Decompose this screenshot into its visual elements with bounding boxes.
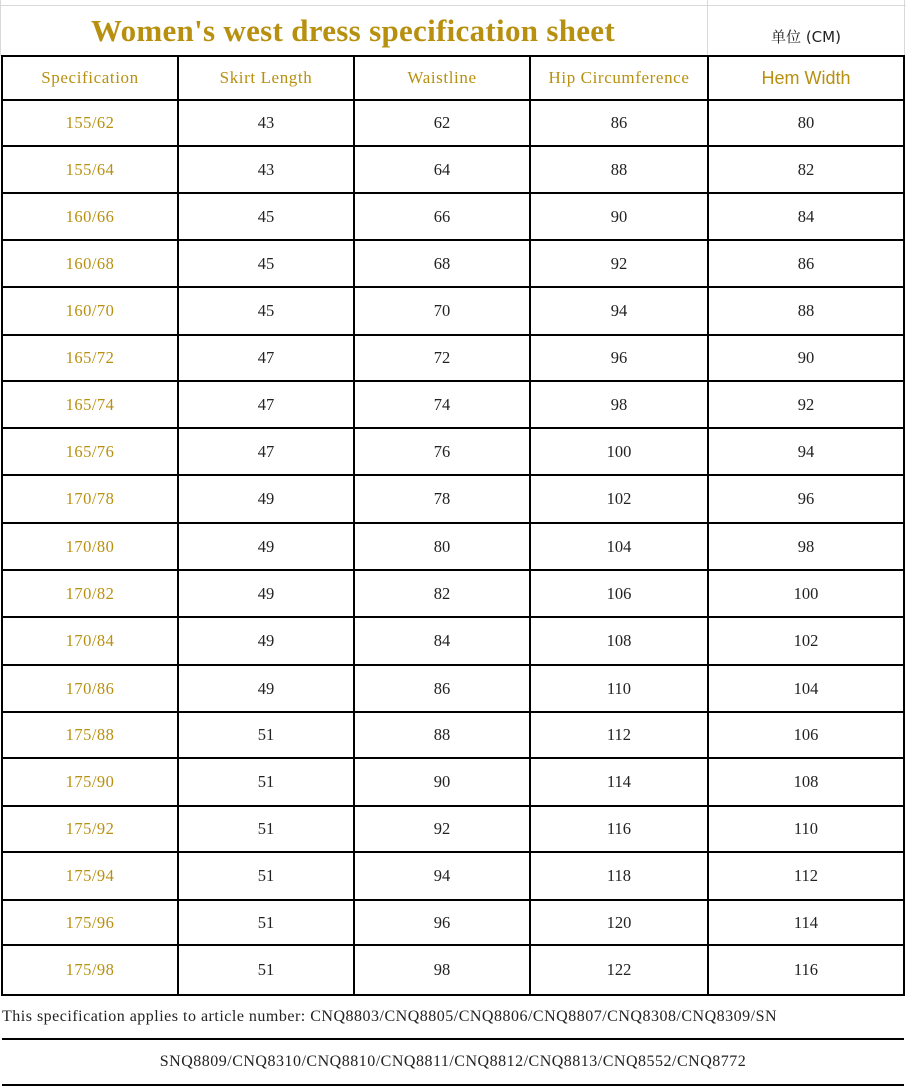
value-cell: 88	[354, 712, 530, 758]
value-cell: 86	[354, 665, 530, 712]
value-cell: 64	[354, 146, 530, 193]
value-cell: 116	[708, 945, 904, 995]
spec-table	[1, 55, 905, 1086]
value-cell: 84	[708, 193, 904, 240]
spec-cell: 170/86	[2, 665, 178, 712]
footer-label: This specification applies to article number:	[2, 1008, 306, 1025]
spec-cell: 160/68	[2, 240, 178, 287]
table-row	[2, 758, 904, 806]
value-cell: 98	[530, 381, 708, 428]
table-row	[2, 146, 904, 193]
value-cell: 98	[354, 945, 530, 995]
table-row	[2, 240, 904, 287]
value-cell: 49	[178, 570, 354, 617]
value-cell: 110	[530, 665, 708, 712]
table-row	[2, 712, 904, 758]
value-cell: 92	[530, 240, 708, 287]
value-cell: 84	[354, 617, 530, 665]
value-cell: 80	[354, 523, 530, 570]
table-row	[2, 381, 904, 428]
value-cell: 100	[530, 428, 708, 475]
value-cell: 51	[178, 945, 354, 995]
value-cell: 94	[354, 852, 530, 900]
spec-cell: 165/72	[2, 335, 178, 381]
value-cell: 43	[178, 146, 354, 193]
value-cell: 102	[530, 475, 708, 523]
spec-cell: 170/82	[2, 570, 178, 617]
value-cell: 106	[530, 570, 708, 617]
value-cell: 51	[178, 900, 354, 945]
value-cell: 96	[708, 475, 904, 523]
table-row	[2, 665, 904, 712]
value-cell: 90	[354, 758, 530, 806]
value-cell: 92	[354, 806, 530, 852]
table-row	[2, 806, 904, 852]
table-row	[2, 523, 904, 570]
value-cell: 47	[178, 428, 354, 475]
value-cell: 86	[530, 100, 708, 146]
value-cell: 47	[178, 381, 354, 428]
spec-cell: 155/62	[2, 100, 178, 146]
value-cell: 112	[530, 712, 708, 758]
value-cell: 51	[178, 758, 354, 806]
value-cell: 51	[178, 712, 354, 758]
header-row	[2, 56, 904, 100]
value-cell: 88	[708, 287, 904, 335]
table-row	[2, 287, 904, 335]
value-cell: 96	[530, 335, 708, 381]
value-cell: 108	[530, 617, 708, 665]
spec-cell: 170/84	[2, 617, 178, 665]
table-row	[2, 945, 904, 995]
value-cell: 49	[178, 475, 354, 523]
table-row	[2, 193, 904, 240]
spec-cell: 175/94	[2, 852, 178, 900]
value-cell: 98	[708, 523, 904, 570]
value-cell: 74	[354, 381, 530, 428]
table-row	[2, 900, 904, 945]
spec-cell: 175/88	[2, 712, 178, 758]
value-cell: 104	[530, 523, 708, 570]
spec-cell: 160/66	[2, 193, 178, 240]
value-cell: 82	[354, 570, 530, 617]
table-row	[2, 570, 904, 617]
table-row	[2, 475, 904, 523]
value-cell: 51	[178, 852, 354, 900]
spec-cell: 170/78	[2, 475, 178, 523]
value-cell: 76	[354, 428, 530, 475]
value-cell: 88	[530, 146, 708, 193]
value-cell: 47	[178, 335, 354, 381]
table-row	[2, 335, 904, 381]
value-cell: 72	[354, 335, 530, 381]
spec-cell: 175/90	[2, 758, 178, 806]
value-cell: 80	[708, 100, 904, 146]
value-cell: 108	[708, 758, 904, 806]
value-cell: 68	[354, 240, 530, 287]
spec-cell: 170/80	[2, 523, 178, 570]
value-cell: 92	[708, 381, 904, 428]
value-cell: 102	[708, 617, 904, 665]
article-codes-line-1: CNQ8803/CNQ8805/CNQ8806/CNQ8807/CNQ8308/CNQ8309/SN	[310, 1008, 778, 1025]
value-cell: 70	[354, 287, 530, 335]
sheet-title: Women's west dress specification sheet	[90, 13, 615, 48]
value-cell: 45	[178, 240, 354, 287]
column-header-waistline: Waistline	[354, 56, 530, 100]
value-cell: 62	[354, 100, 530, 146]
value-cell: 45	[178, 193, 354, 240]
value-cell: 43	[178, 100, 354, 146]
column-header-hip-circumference: Hip Circumference	[530, 56, 708, 100]
value-cell: 45	[178, 287, 354, 335]
table-row	[2, 617, 904, 665]
value-cell: 78	[354, 475, 530, 523]
value-cell: 104	[708, 665, 904, 712]
value-cell: 66	[354, 193, 530, 240]
value-cell: 114	[530, 758, 708, 806]
value-cell: 114	[708, 900, 904, 945]
table-row	[2, 100, 904, 146]
value-cell: 110	[708, 806, 904, 852]
value-cell: 94	[708, 428, 904, 475]
spec-cell: 175/92	[2, 806, 178, 852]
value-cell: 90	[530, 193, 708, 240]
table-row	[2, 852, 904, 900]
value-cell: 112	[708, 852, 904, 900]
value-cell: 49	[178, 665, 354, 712]
value-cell: 118	[530, 852, 708, 900]
value-cell: 51	[178, 806, 354, 852]
spec-cell: 165/74	[2, 381, 178, 428]
table-row	[2, 428, 904, 475]
value-cell: 116	[530, 806, 708, 852]
value-cell: 122	[530, 945, 708, 995]
grid-line	[904, 0, 905, 56]
value-cell: 120	[530, 900, 708, 945]
footer-row-1	[2, 995, 904, 1039]
spec-cell: 165/76	[2, 428, 178, 475]
value-cell: 94	[530, 287, 708, 335]
value-cell: 106	[708, 712, 904, 758]
spec-cell: 160/70	[2, 287, 178, 335]
unit-label: 单位 (CM)	[771, 28, 841, 46]
spec-cell: 155/64	[2, 146, 178, 193]
value-cell: 49	[178, 617, 354, 665]
spec-cell: 175/96	[2, 900, 178, 945]
value-cell: 100	[708, 570, 904, 617]
column-header-hem-width: Hem Width	[708, 56, 904, 100]
value-cell: 90	[708, 335, 904, 381]
value-cell: 96	[354, 900, 530, 945]
article-codes-line-2: SNQ8809/CNQ8310/CNQ8810/CNQ8811/CNQ8812/CNQ8813/CNQ8552/CNQ8772	[2, 1039, 904, 1085]
column-header-specification: Specification	[2, 56, 178, 100]
column-header-skirt-length: Skirt Length	[178, 56, 354, 100]
footer-row-2	[2, 1039, 904, 1085]
spec-cell: 175/98	[2, 945, 178, 995]
value-cell: 49	[178, 523, 354, 570]
value-cell: 82	[708, 146, 904, 193]
value-cell: 86	[708, 240, 904, 287]
